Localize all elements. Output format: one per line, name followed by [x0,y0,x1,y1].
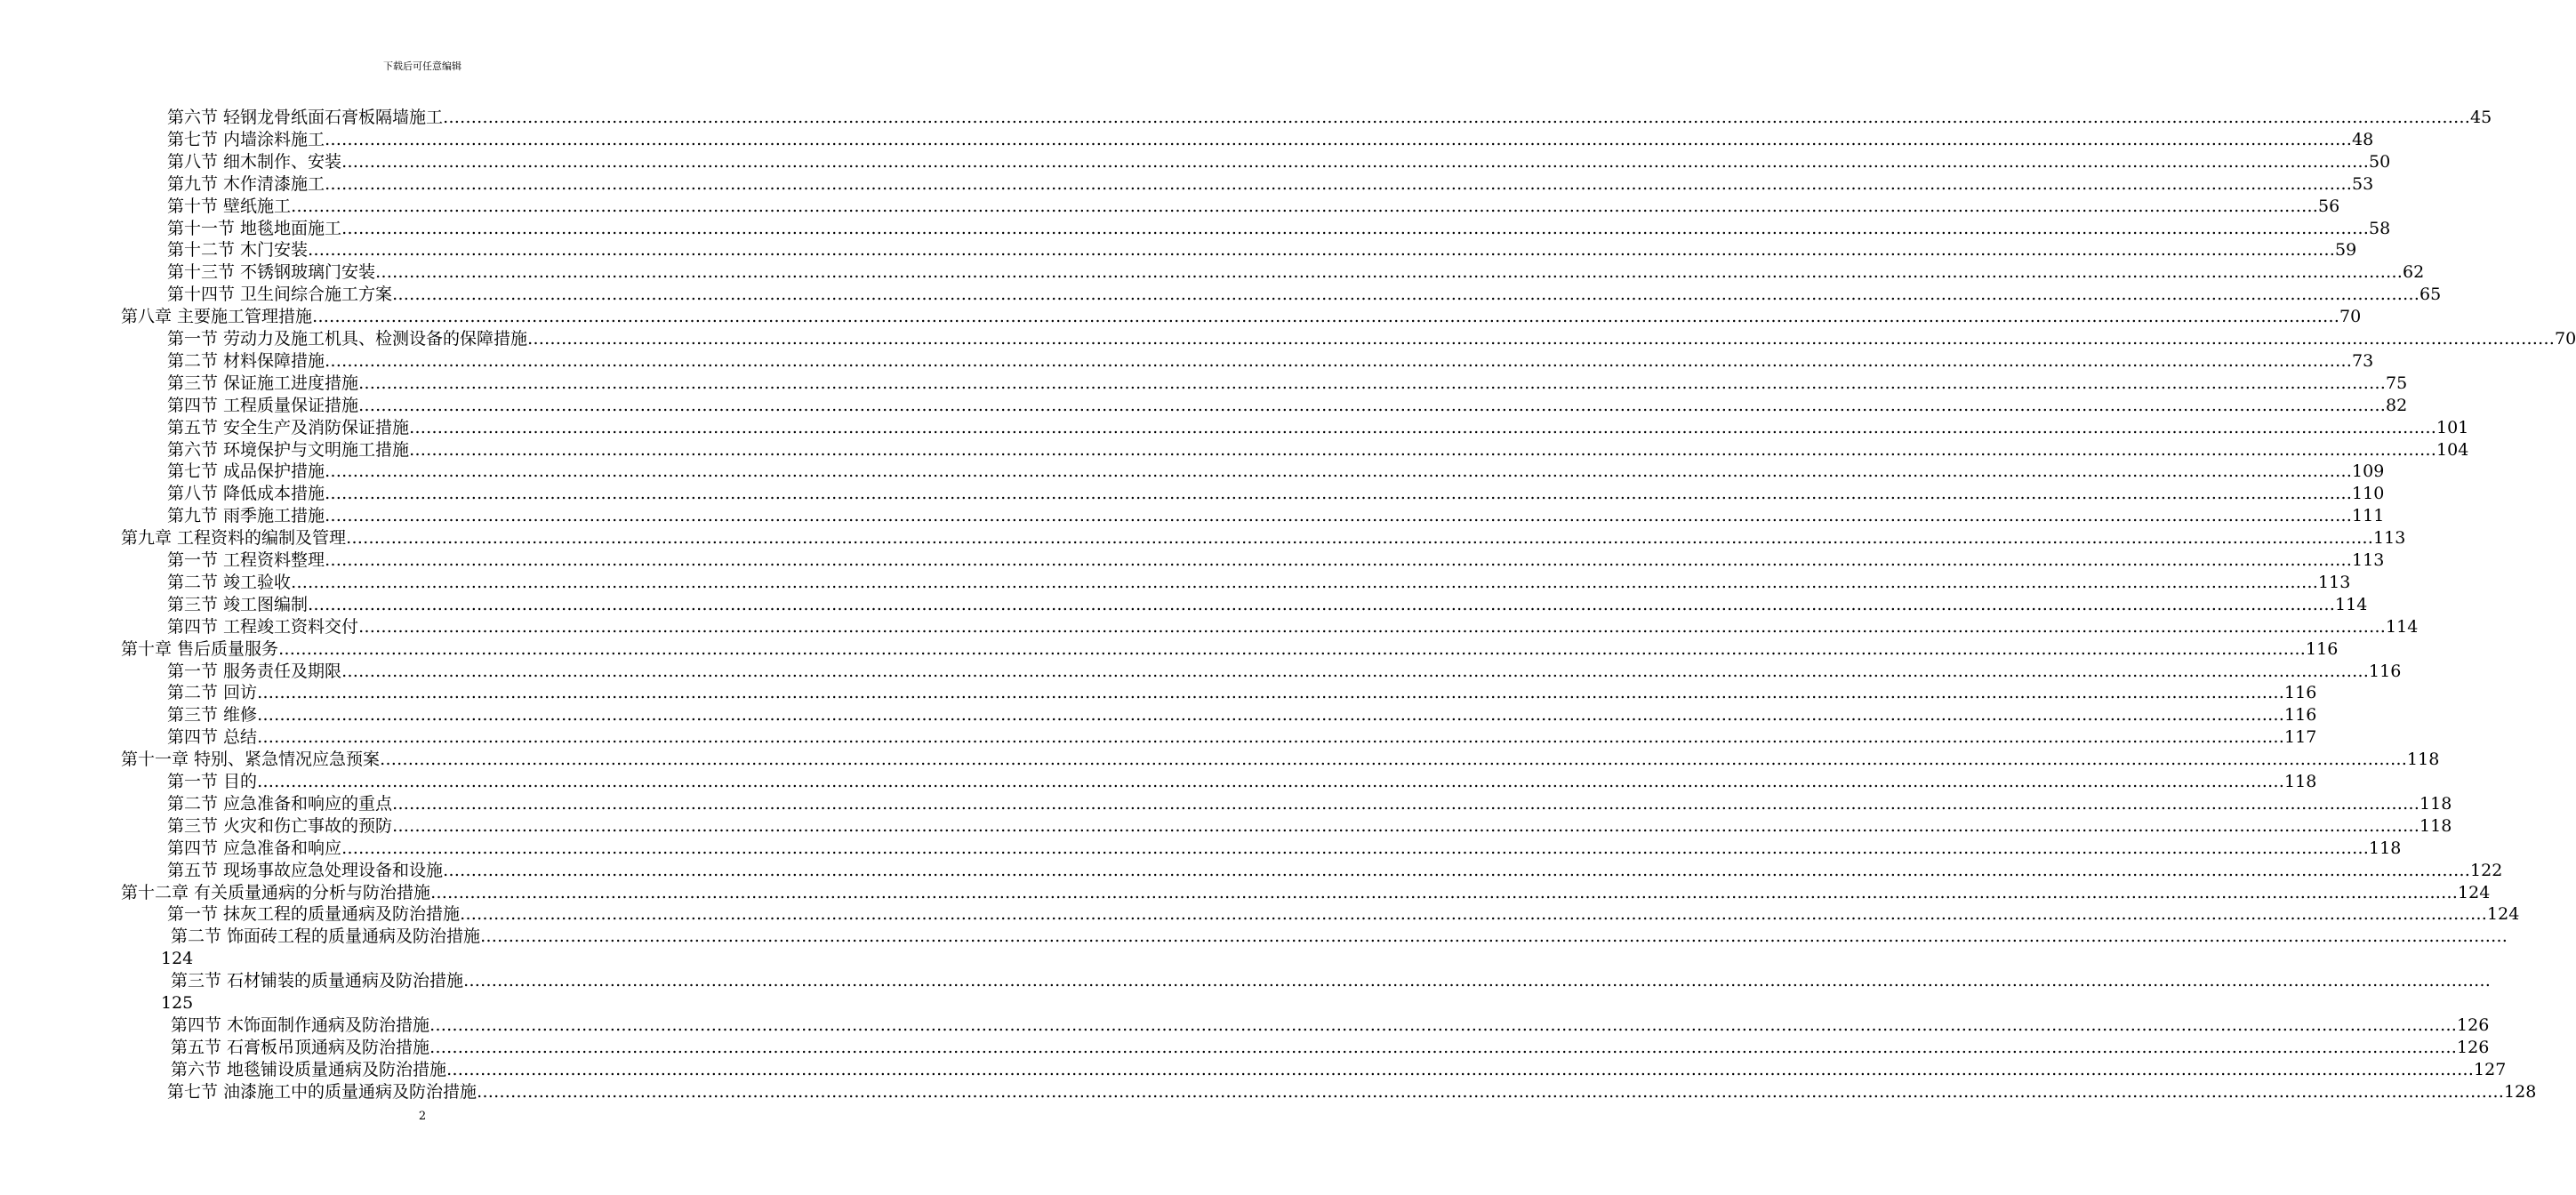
toc-leader-dots: ……………………………………………………………………………………………………………………………………………………………………………………………………………………………………………………………………………………………………………………………… [341,151,2370,172]
toc-entry-title: 第一节 服务责任及期限 [167,661,342,681]
toc-section-entry[interactable] [171,970,2492,992]
toc-entry-title: 第一节 目的 [167,772,258,791]
toc-leader-dots: ……………………………………………………………………………………………………………………………………………………………………………………………………………………………………………………………………………………………………………………………… [291,572,2319,592]
toc-entry-title: 第二节 饰面砖工程的质量通病及防治措施 [171,926,481,947]
toc-entry-title: 第六节 地毯铺设质量通病及防治措施 [171,1059,447,1079]
toc-section-entry[interactable] [167,350,2374,373]
toc-leader-dots: ……………………………………………………………………………………………………………………………………………………………………………………………………………………………………………………………………………………………………………………………… [380,750,2408,770]
toc-entry-title: 第八节 细木制作、安装 [167,151,342,172]
toc-leader-dots: ……………………………………………………………………………………………………………………………………………………………………………………………………………………………………………………………………………………………………………………………… [325,461,2353,482]
toc-entry-page: 101 [2436,417,2469,437]
toc-leader-dots: ……………………………………………………………………………………………………………………………………………………………………………………………………………………………………………………………………………………………………………………………… [325,506,2353,526]
toc-entry-page-wrapped: 125 [161,993,194,1013]
toc-leader-dots: ……………………………………………………………………………………………………………………………………………………………………………………………………………………………………………………………………………………………………………………………… [278,638,2307,659]
toc-section-entry[interactable] [167,328,2576,350]
toc-entry-title: 第八节 降低成本措施 [167,484,325,504]
toc-leader-dots: ……………………………………………………………………………………………………………………………………………………………………………………………………………………………………………………………………………………………………………………………… [463,971,2492,991]
toc-entry-title: 第三节 维修 [167,705,258,726]
toc-leader-dots: ……………………………………………………………………………………………………………………………………………………………………………………………………………………………………………………………………………………………………………………………… [325,350,2353,371]
toc-entry-title: 第五节 石膏板吊顶通病及防治措施 [171,1037,430,1057]
toc-section-entry[interactable] [167,594,2368,616]
toc-leader-dots: ……………………………………………………………………………………………………………………………………………………………………………………………………………………………………………………………………………………………………………………………… [460,904,2488,925]
toc-entry-page: 75 [2386,373,2408,393]
toc-section-entry[interactable] [167,860,2503,882]
toc-entry-title: 第二节 回访 [167,683,258,703]
toc-entry-page: 116 [2369,661,2402,681]
toc-leader-dots: ……………………………………………………………………………………………………………………………………………………………………………………………………………………………………………………………………………………………………………………………… [312,307,2340,327]
toc-leader-dots: ……………………………………………………………………………………………………………………………………………………………………………………………………………………………………………………………………………………………………………………………… [341,218,2370,238]
toc-entry-page: 117 [2284,727,2317,748]
toc-section-entry[interactable] [167,771,2317,793]
toc-entry-title: 第十一节 地毯地面施工 [167,218,342,238]
toc-entry-page: 114 [2335,594,2368,614]
toc-section-entry[interactable] [167,151,2391,173]
toc-leader-dots: ……………………………………………………………………………………………………………………………………………………………………………………………………………………………………………………………………………………………………………………………… [325,173,2353,194]
toc-section-entry[interactable] [167,903,2520,926]
page-number: 2 [418,1110,427,1123]
toc-entry-title: 第九节 木作清漆施工 [167,173,325,194]
toc-entry-title: 第五节 安全生产及消防保证措施 [167,417,410,437]
toc-section-entry[interactable] [171,926,2508,948]
toc-section-entry[interactable] [167,284,2442,306]
toc-chapter-entry[interactable] [121,638,2339,661]
toc-section-entry[interactable] [167,549,2385,572]
toc-section-entry[interactable] [167,704,2317,726]
toc-leader-dots: ……………………………………………………………………………………………………………………………………………………………………………………………………………………………………………………………………………………………………………………………… [446,1059,2475,1079]
toc-entry-title: 第一节 劳动力及施工机具、检测设备的保障措施 [167,329,528,349]
toc-entry-page: 116 [2306,638,2339,659]
toc-leader-dots: ……………………………………………………………………………………………………………………………………………………………………………………………………………………………………………………………………………………………………………………………… [430,882,2459,902]
toc-leader-dots: ……………………………………………………………………………………………………………………………………………………………………………………………………………………………………………………………………………………………………………………………… [325,550,2353,570]
toc-chapter-entry[interactable] [121,749,2440,771]
toc-chapter-entry[interactable] [121,527,2406,549]
toc-entry-page: 59 [2335,240,2357,261]
toc-leader-dots: ……………………………………………………………………………………………………………………………………………………………………………………………………………………………………………………………………………………………………………………………… [443,860,2471,880]
toc-chapter-entry[interactable] [121,306,2362,328]
toc-entry-page: 118 [2369,838,2402,858]
toc-leader-dots: ……………………………………………………………………………………………………………………………………………………………………………………………………………………………………………………………………………………………………………………………… [341,661,2370,681]
toc-section-entry[interactable] [167,461,2385,483]
toc-section-entry[interactable] [167,1081,2537,1103]
toc-leader-dots: ……………………………………………………………………………………………………………………………………………………………………………………………………………………………………………………………………………………………………………………………… [257,683,2285,703]
toc-entry-page: 58 [2369,218,2391,238]
toc-section-entry[interactable] [167,373,2408,395]
toc-entry-page: 110 [2352,484,2385,504]
toc-section-entry[interactable] [167,107,2492,129]
toc-leader-dots: ……………………………………………………………………………………………………………………………………………………………………………………………………………………………………………………………………………………………………………………………… [358,616,2387,637]
toc-entry-page: 56 [2318,196,2340,216]
toc-leader-dots: ……………………………………………………………………………………………………………………………………………………………………………………………………………………………………………………………………………………………………………………………… [375,262,2403,283]
toc-entry-title: 第二节 竣工验收 [167,572,292,592]
toc-entry-title: 第九节 雨季施工措施 [167,506,325,526]
toc-entry-page: 122 [2470,860,2503,880]
toc-entry-page: 104 [2436,439,2469,460]
toc-leader-dots: ……………………………………………………………………………………………………………………………………………………………………………………………………………………………………………………………………………………………………………………………… [527,329,2556,349]
toc-entry-title: 第十章 售后质量服务 [121,638,279,659]
toc-entry-page: 62 [2403,262,2425,283]
toc-entry-title: 第四节 应急准备和响应 [167,838,342,858]
toc-entry-title: 第六节 轻钢龙骨纸面石膏板隔墙施工 [167,108,444,127]
toc-entry-title: 第十节 壁纸施工 [167,196,292,216]
toc-entry-page: 114 [2386,616,2419,637]
toc-entry-title: 第三节 保证施工进度措施 [167,373,359,393]
toc-entry-page: 50 [2369,151,2391,172]
toc-leader-dots: ……………………………………………………………………………………………………………………………………………………………………………………………………………………………………………………………………………………………………………………………… [443,108,2471,127]
toc-leader-dots: ……………………………………………………………………………………………………………………………………………………………………………………………………………………………………………………………………………………………………………………………… [358,373,2387,393]
toc-section-entry[interactable] [171,1059,2506,1081]
toc-leader-dots: ……………………………………………………………………………………………………………………………………………………………………………………………………………………………………………………………………………………………………………………………… [409,417,2437,437]
toc-leader-dots: ……………………………………………………………………………………………………………………………………………………………………………………………………………………………………………………………………………………………………………………………… [257,727,2285,748]
toc-entry-page: 116 [2284,705,2317,726]
toc-section-entry[interactable] [167,682,2317,704]
toc-entry-title: 第三节 石材铺装的质量通病及防治措施 [171,971,464,991]
toc-section-entry[interactable] [167,218,2391,240]
toc-entry-title: 第十二节 木门安装 [167,240,309,261]
toc-chapter-entry[interactable] [121,882,2491,904]
toc-entry-page: 113 [2352,550,2385,570]
toc-leader-dots: ……………………………………………………………………………………………………………………………………………………………………………………………………………………………………………………………………………………………………………………………… [341,838,2370,858]
toc-leader-dots: ……………………………………………………………………………………………………………………………………………………………………………………………………………………………………………………………………………………………………………………………… [477,1081,2505,1102]
toc-entry-page: 70 [2555,329,2576,349]
toc-entry-title: 第五节 现场事故应急处理设备和设施 [167,860,444,880]
toc-entry-title: 第二节 材料保障措施 [167,350,325,371]
toc-entry-page: 124 [2487,904,2520,925]
toc-entry-title: 第六节 环境保护与文明施工措施 [167,439,410,460]
toc-entry-title: 第四节 总结 [167,727,258,748]
toc-entry-title: 第十四节 卫生间综合施工方案 [167,285,393,305]
page-header: 下载后可任意编辑 [383,60,461,72]
toc-entry-page: 127 [2474,1059,2507,1079]
toc-leader-dots: ……………………………………………………………………………………………………………………………………………………………………………………………………………………………………………………………………………………………………………………………… [429,1015,2458,1035]
toc-entry-page: 53 [2352,173,2374,194]
toc-entry-page: 45 [2470,108,2492,127]
toc-section-entry[interactable] [167,239,2357,261]
toc-entry-page: 118 [2284,772,2317,791]
toc-section-entry[interactable] [167,838,2402,860]
toc-entry-title: 第九章 工程资料的编制及管理 [121,528,347,549]
toc-entry-page: 113 [2318,572,2351,592]
toc-section-entry[interactable] [167,417,2469,439]
toc-entry-page: 118 [2420,793,2452,814]
toc-entry-title: 第四节 木饰面制作通病及防治措施 [171,1015,430,1035]
toc-section-entry[interactable] [171,1037,2489,1059]
toc-section-entry[interactable] [171,1015,2489,1037]
toc-entry-page: 113 [2373,528,2406,549]
toc-section-entry[interactable] [167,572,2351,594]
toc-entry-page: 126 [2457,1015,2490,1035]
toc-leader-dots: ……………………………………………………………………………………………………………………………………………………………………………………………………………………………………………………………………………………………………………………………… [346,528,2374,549]
toc-leader-dots: ……………………………………………………………………………………………………………………………………………………………………………………………………………………………………………………………………………………………………………………………… [257,705,2285,726]
toc-leader-dots: ……………………………………………………………………………………………………………………………………………………………………………………………………………………………………………………………………………………………………………………………… [325,129,2353,149]
toc-entry-page: 48 [2352,129,2374,149]
toc-entry-page: 70 [2339,307,2362,327]
toc-entry-title: 第八章 主要施工管理措施 [121,307,313,327]
toc-section-entry[interactable] [167,173,2374,196]
toc-entry-title: 第一节 抹灰工程的质量通病及防治措施 [167,904,461,925]
toc-entry-page: 118 [2420,815,2452,836]
toc-section-entry[interactable] [167,395,2408,417]
toc-entry-title: 第三节 竣工图编制 [167,594,309,614]
toc-section-entry[interactable] [167,726,2317,749]
toc-leader-dots: ……………………………………………………………………………………………………………………………………………………………………………………………………………………………………………………………………………………………………………………………… [308,594,2336,614]
toc-entry-page: 128 [2504,1081,2537,1102]
toc-entry-title: 第十三节 不锈钢玻璃门安装 [167,262,376,283]
toc-entry-title: 第三节 火灾和伤亡事故的预防 [167,815,393,836]
toc-entry-title: 第七节 成品保护措施 [167,461,325,482]
toc-entry-title: 第十一章 特别、紧急情况应急预案 [121,750,381,770]
toc-entry-page: 109 [2352,461,2385,482]
toc-leader-dots: ……………………………………………………………………………………………………………………………………………………………………………………………………………………………………………………………………………………………………………………………… [358,395,2387,415]
toc-leader-dots: ……………………………………………………………………………………………………………………………………………………………………………………………………………………………………………………………………………………………………………………………… [325,484,2353,504]
toc-entry-page: 73 [2352,350,2374,371]
toc-entry-page: 116 [2284,683,2317,703]
toc-entry-title: 第四节 工程竣工资料交付 [167,616,359,637]
toc-leader-dots: ……………………………………………………………………………………………………………………………………………………………………………………………………………………………………………………………………………………………………………………………… [308,240,2336,261]
toc-entry-page: 118 [2407,750,2440,770]
toc-entry-title: 第四节 工程质量保证措施 [167,395,359,415]
toc-section-entry[interactable] [167,661,2402,683]
toc-entry-title: 第二节 应急准备和响应的重点 [167,793,393,814]
toc-entry-page: 124 [2458,882,2491,902]
toc-section-entry[interactable] [167,483,2385,505]
toc-leader-dots: ……………………………………………………………………………………………………………………………………………………………………………………………………………………………………………………………………………………………………………………………… [409,439,2437,460]
toc-section-entry[interactable] [167,505,2385,527]
toc-section-entry[interactable] [167,815,2452,838]
toc-leader-dots: ……………………………………………………………………………………………………………………………………………………………………………………………………………………………………………………………………………………………………………………………… [392,285,2420,305]
toc-entry-page-wrapped: 124 [161,949,194,969]
toc-entry-page: 82 [2386,395,2408,415]
toc-leader-dots: ……………………………………………………………………………………………………………………………………………………………………………………………………………………………………………………………………………………………………………………………… [392,815,2420,836]
toc-section-entry[interactable] [167,439,2469,461]
toc-entry-page: 111 [2352,506,2385,526]
toc-entry-title: 第七节 油漆施工中的质量通病及防治措施 [167,1081,477,1102]
toc-leader-dots: ……………………………………………………………………………………………………………………………………………………………………………………………………………………………………………………………………………………………………………………………… [257,772,2285,791]
toc-entry-title: 第十二章 有关质量通病的分析与防治措施 [121,882,431,902]
toc-entry-page: 65 [2420,285,2442,305]
toc-section-entry[interactable] [167,196,2340,218]
toc-entry-title: 第七节 内墙涂料施工 [167,129,325,149]
toc-leader-dots: ……………………………………………………………………………………………………………………………………………………………………………………………………………………………………………………………………………………………………………………………… [392,793,2420,814]
toc-entry-title: 第一节 工程资料整理 [167,550,325,570]
toc-leader-dots: ……………………………………………………………………………………………………………………………………………………………………………………………………………………………………………………………………………………………………………………………… [291,196,2319,216]
toc-section-entry[interactable] [167,261,2425,284]
toc-section-entry[interactable] [167,616,2419,638]
toc-leader-dots: ……………………………………………………………………………………………………………………………………………………………………………………………………………………………………………………………………………………………………………………………… [480,926,2508,947]
toc-section-entry[interactable] [167,129,2374,151]
toc-entry-page: 126 [2457,1037,2490,1057]
toc-leader-dots: ……………………………………………………………………………………………………………………………………………………………………………………………………………………………………………………………………………………………………………………………… [429,1037,2458,1057]
toc-section-entry[interactable] [167,793,2452,815]
